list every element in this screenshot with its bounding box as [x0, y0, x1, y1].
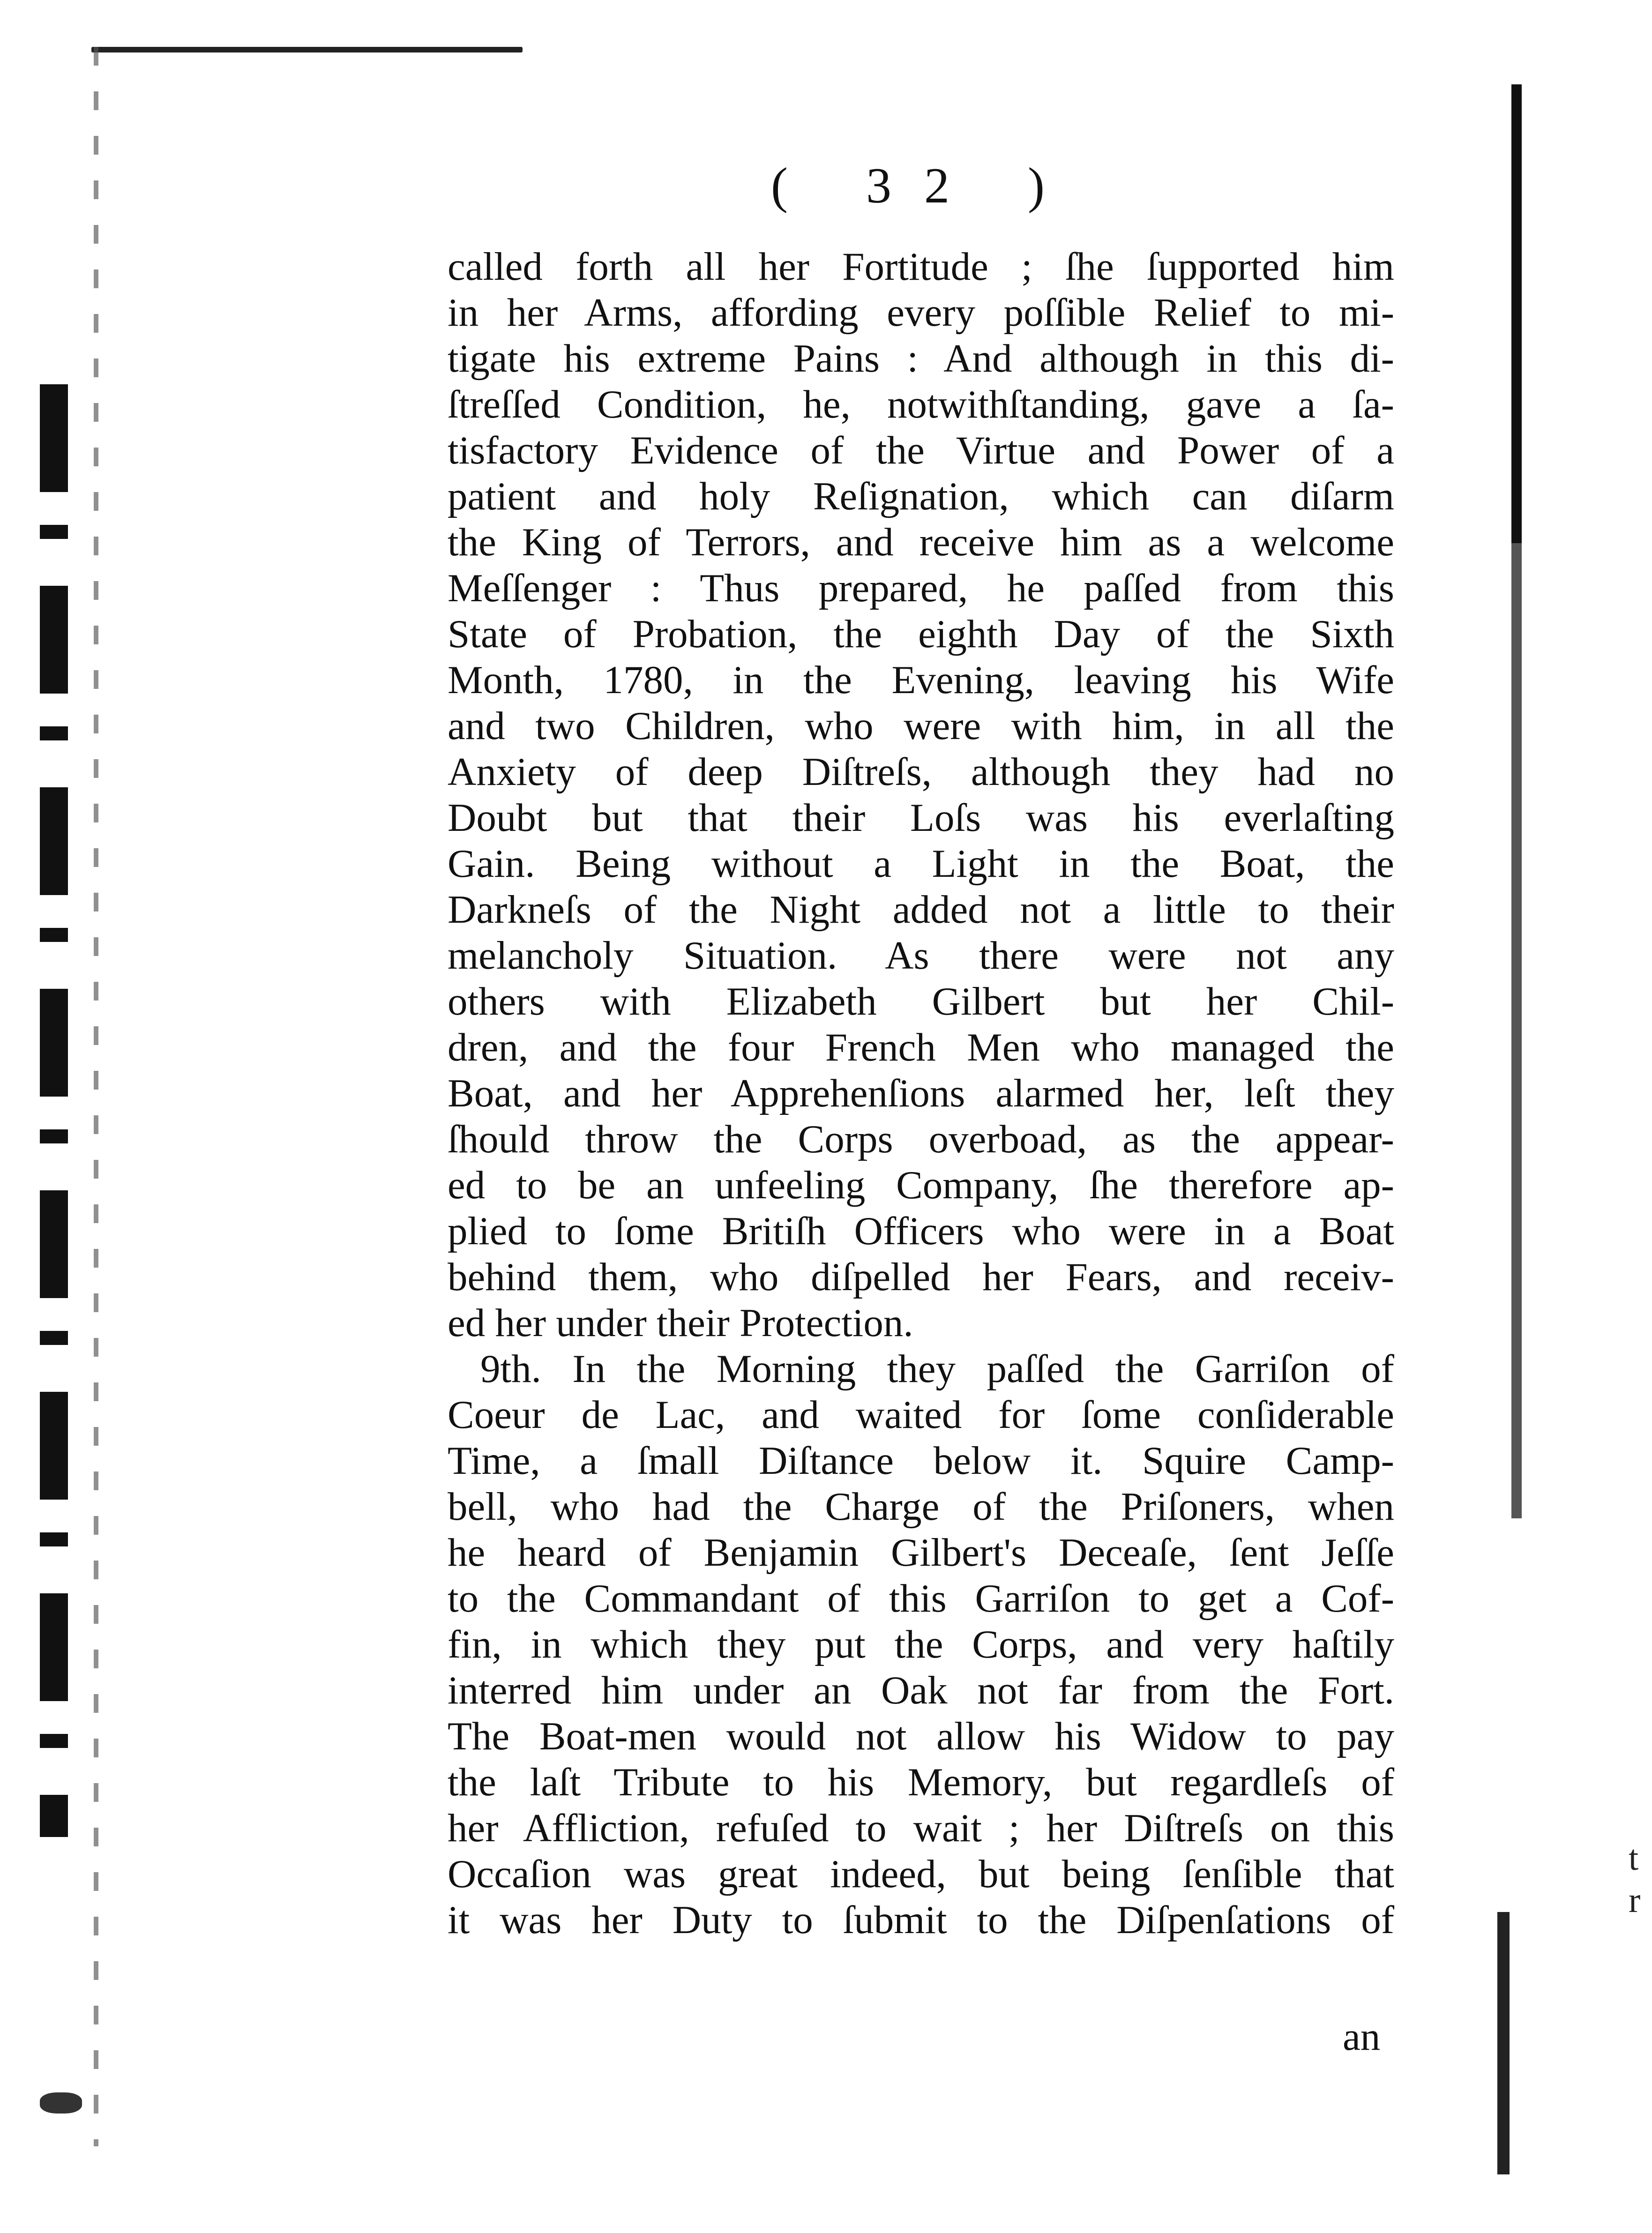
- text-line: 9th. In the Morning they paſſed the Garriſon of: [480, 1347, 1394, 1391]
- text-line: Month, 1780, in the Evening, leaving his Wife: [448, 658, 1394, 702]
- text-line: Occaſion was great indeed, but being ſenſible that: [448, 1852, 1394, 1896]
- scan-smudge: [40, 2092, 82, 2114]
- text-line: to the Commandant of this Garriſon to get a Cof-: [448, 1576, 1394, 1621]
- text-line: her Affliction, refuſed to wait ; her Diſtreſs on this: [448, 1806, 1394, 1850]
- text-line: Anxiety of deep Diſtreſs, although they had no: [448, 750, 1394, 794]
- text-line: plied to ſome Britiſh Officers who were in a Boat: [448, 1209, 1394, 1253]
- text-line: Coeur de Lac, and waited for ſome conſiderable: [448, 1393, 1394, 1437]
- text-line: Meſſenger : Thus prepared, he paſſed from this: [448, 566, 1394, 610]
- text-line: he heard of Benjamin Gilbert's Deceaſe, ſent Jeſſe: [448, 1531, 1394, 1575]
- scan-bars-left: [40, 384, 68, 1837]
- page-number-header: ( 32 ): [771, 158, 1077, 214]
- text-line: dren, and the four French Men who managed the: [448, 1025, 1394, 1069]
- text-line: ed to be an unfeeling Company, ſhe therefore ap-: [448, 1163, 1394, 1207]
- margin-letter: r: [1629, 1881, 1641, 1920]
- text-line: patient and holy Reſignation, which can diſarm: [448, 474, 1394, 518]
- text-line: The Boat-men would not allow his Widow to pay: [448, 1714, 1394, 1758]
- text-line: Boat, and her Apprehenſions alarmed her, leſt they: [448, 1071, 1394, 1115]
- text-line: tigate his extreme Pains : And although in this di-: [448, 336, 1394, 381]
- text-line: and two Children, who were with him, in all the: [448, 704, 1394, 748]
- scan-edge-top: [91, 47, 523, 52]
- scan-edge-right-low: [1497, 1912, 1510, 2174]
- text-line: interred him under an Oak not far from the Fort.: [448, 1668, 1394, 1712]
- catchword: an: [1343, 2015, 1381, 2059]
- text-line: others with Elizabeth Gilbert but her Chil-: [448, 979, 1394, 1023]
- text-line: Darkneſs of the Night added not a little to their: [448, 888, 1394, 932]
- scan-edge-right: [1511, 84, 1522, 1518]
- text-line: it was her Duty to ſubmit to the Diſpenſations of: [448, 1898, 1394, 1942]
- text-line: Doubt but that their Loſs was his everlaſting: [448, 796, 1394, 840]
- text-line: melancholy Situation. As there were not any: [448, 934, 1394, 978]
- text-line: Time, a ſmall Diſtance below it. Squire Camp-: [448, 1439, 1394, 1483]
- text-line: ſtreſſed Condition, he, notwithſtanding, gave a ſa-: [448, 382, 1394, 426]
- text-line: ed her under their Protection.: [448, 1301, 913, 1345]
- text-line: Gain. Being without a Light in the Boat, the: [448, 842, 1394, 886]
- text-line: fin, in which they put the Corps, and very haſtily: [448, 1622, 1394, 1666]
- text-line: in her Arms, affording every poſſible Relief to mi-: [448, 291, 1394, 335]
- margin-letters: [1629, 1837, 1640, 1921]
- text-line: bell, who had the Charge of the Priſoners, when: [448, 1485, 1394, 1529]
- body-text: [448, 244, 1394, 1943]
- text-line: the King of Terrors, and receive him as a welcome: [448, 520, 1394, 564]
- text-line: ſhould throw the Corps overboad, as the appear-: [448, 1117, 1394, 1161]
- text-line: behind them, who diſpelled her Fears, and receiv-: [448, 1255, 1394, 1299]
- text-line: called forth all her Fortitude ; ſhe ſupported him: [448, 245, 1394, 289]
- text-line: the laſt Tribute to his Memory, but regardleſs of: [448, 1760, 1394, 1804]
- text-line: State of Probation, the eighth Day of the Sixth: [448, 612, 1394, 656]
- text-line: tisfactory Evidence of the Virtue and Power of a: [448, 428, 1394, 472]
- margin-letter: t: [1629, 1838, 1639, 1878]
- scan-edge-left: [94, 47, 98, 2146]
